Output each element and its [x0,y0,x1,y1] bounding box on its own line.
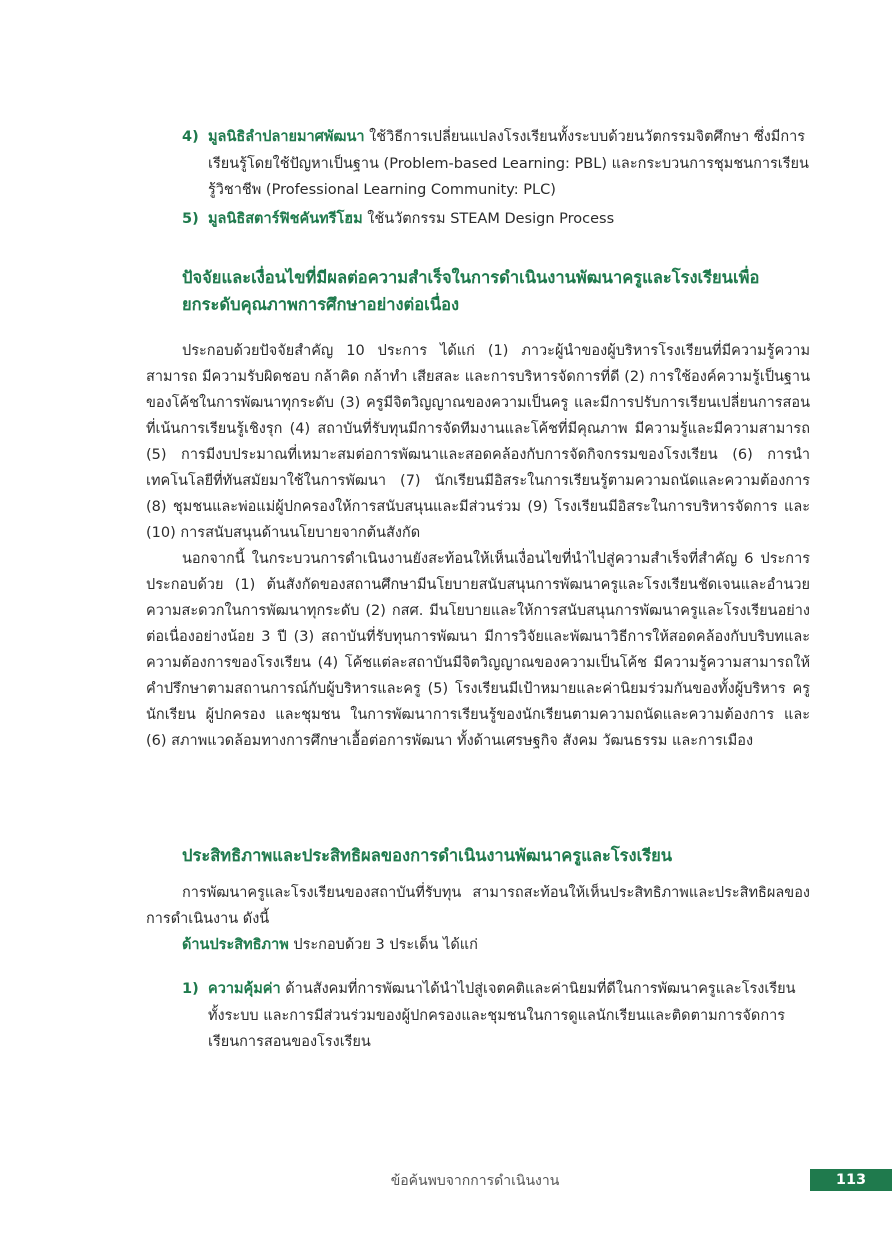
efficiency-label: ด้านประสิทธิภาพ [182,937,289,953]
foundation-name: มูลนิธิสตาร์ฟิชคันทรีโฮม [208,210,363,227]
item-name: ความคุ้มค่า [208,981,281,997]
page-number: 113 [810,1169,892,1191]
list-item [182,206,810,233]
list-number: 1) [182,981,199,997]
paragraph: ประกอบด้วยปัจจัยสำคัญ 10 ประการ ได้แก่ (1) ภาวะผู้นำของผู้บริหารโรงเรียนที่มีความรู้ความสามารถ มีความรับผิดชอบ กล้าคิด กล้าทำ เสียสละ และการบริหารจัดการที่ดี (2) การใช้องค์ความรู้เป็นฐานของโค้ชในการพัฒนาทุกระดับ (3) ครูมีจิตวิญญาณของความเป็นครู และมีการปรับการเรียนเปลี่ยนการสอนที่เน้นการเรียนรู้เชิงรุก (4) สถาบันที่รับทุนมีการจัดทีมงานและโค้ชที่มีคุณภาพ มีความรู้และมีความสามารถ (5) การมีงบประมาณที่เหมาะสมต่อการพัฒนาและสอดคล้องกับการจัดกิจกรรมของโรงเรียน (6) การนำเทคโนโลยีที่ทันสมัยมาใช้ในการพัฒนา (7) นักเรียนมีอิสระในการเรียนรู้ตามความถนัดและความต้องการ (8) ชุมชนและพ่อแม่ผู้ปกครองให้การสนับสนุนและมีส่วนร่วม (9) โรงเรียนมีอิสระในการบริหารจัดการ และ (10) การสนับสนุนด้านนโยบายจากต้นสังกัด [146,343,810,541]
efficiency-text: ประกอบด้วย 3 ประเด็น ได้แก่ [288,937,478,953]
section-heading: ปัจจัยและเงื่อนไขที่มีผลต่อความสำเร็จในการดำเนินงานพัฒนาครูและโรงเรียนเพื่อยกระดับคุณภาพการศึกษาอย่างต่อเนื่อง [182,268,760,314]
list-text: ด้านสังคมที่การพัฒนาได้นำไปสู่เจตคติและค่านิยมที่ดีในการพัฒนาครูและโรงเรียนทั้งระบบ และการมีส่วนร่วมของผู้ปกครองและชุมชนในการดูแลนักเรียนและติดตามการจัดการเรียนการสอนของโรงเรียน [208,981,796,1050]
paragraph [146,932,810,958]
foundation-name: มูลนิธิลำปลายมาศพัฒนา [208,129,365,145]
list-number: 5) [182,210,199,227]
section-heading: ประสิทธิภาพและประสิทธิผลของการดำเนินงานพัฒนาครูและโรงเรียน [182,846,673,865]
paragraph: การพัฒนาครูและโรงเรียนของสถาบันที่รับทุน สามารถสะท้อนให้เห็นประสิทธิภาพและประสิทธิผลของการดำเนินงาน ดังนี้ [146,885,810,927]
section-body [146,880,810,958]
paragraph: นอกจากนี้ ในกระบวนการดำเนินงานยังสะท้อนให้เห็นเงื่อนไขที่นำไปสู่ความสำเร็จที่สำคัญ 6 ประการ ประกอบด้วย (1) ต้นสังกัดของสถานศึกษามีนโยบายสนับสนุนการพัฒนาครูและโรงเรียนชัดเจนและอำนวยความสะดวกในการพัฒนาทุกระดับ (2) กสศ. มีนโยบายและให้การสนับสนุนการพัฒนาครูและโรงเรียนอย่างต่อเนื่องอย่างน้อย 3 ปี (3) สถาบันที่รับทุนการพัฒนา มีการวิจัยและพัฒนาวิธีการให้สอดคล้องกับบริบทและความต้องการของโรงเรียน (4) โค้ชแต่ละสถาบันมีจิตวิญญาณของความเป็นโค้ช มีความรู้ความสามารถให้คำปรึกษาตามสถานการณ์กับผู้บริหารและครู (5) โรงเรียนมีเป้าหมายและค่านิยมร่วมกันของทั้งผู้บริหาร ครู นักเรียน ผู้ปกครอง และชุมชน ในการพัฒนาการเรียนรู้ของนักเรียนตามความถนัดและความต้องการ และ (6) สภาพแวดล้อมทางการศึกษาเอื้อต่อการพัฒนา ทั้งด้านเศรษฐกิจ สังคม วัฒนธรรม และการเมือง [146,551,810,749]
list-item [182,124,810,204]
list-text: ใช้นวัตกรรม STEAM Design Process [362,210,615,227]
list-number: 4) [182,129,199,145]
list-text: ใช้วิธีการเปลี่ยนแปลงโรงเรียนทั้งระบบด้วยนวัตกรรมจิตศึกษา ซึ่งมีการเรียนรู้โดยใช้ปัญหาเป็นฐาน (Problem-based Learning: PBL) และกระบวนการชุมชนการเรียนรู้วิชาชีพ (Professional Learning Community: PLC) [208,129,809,198]
footer-title: ข้อค้นพบจากการดำเนินงาน [390,1173,560,1189]
efficiency-list [182,976,810,1056]
intro-list [182,124,810,232]
section-body [146,338,810,754]
list-item [182,976,810,1056]
